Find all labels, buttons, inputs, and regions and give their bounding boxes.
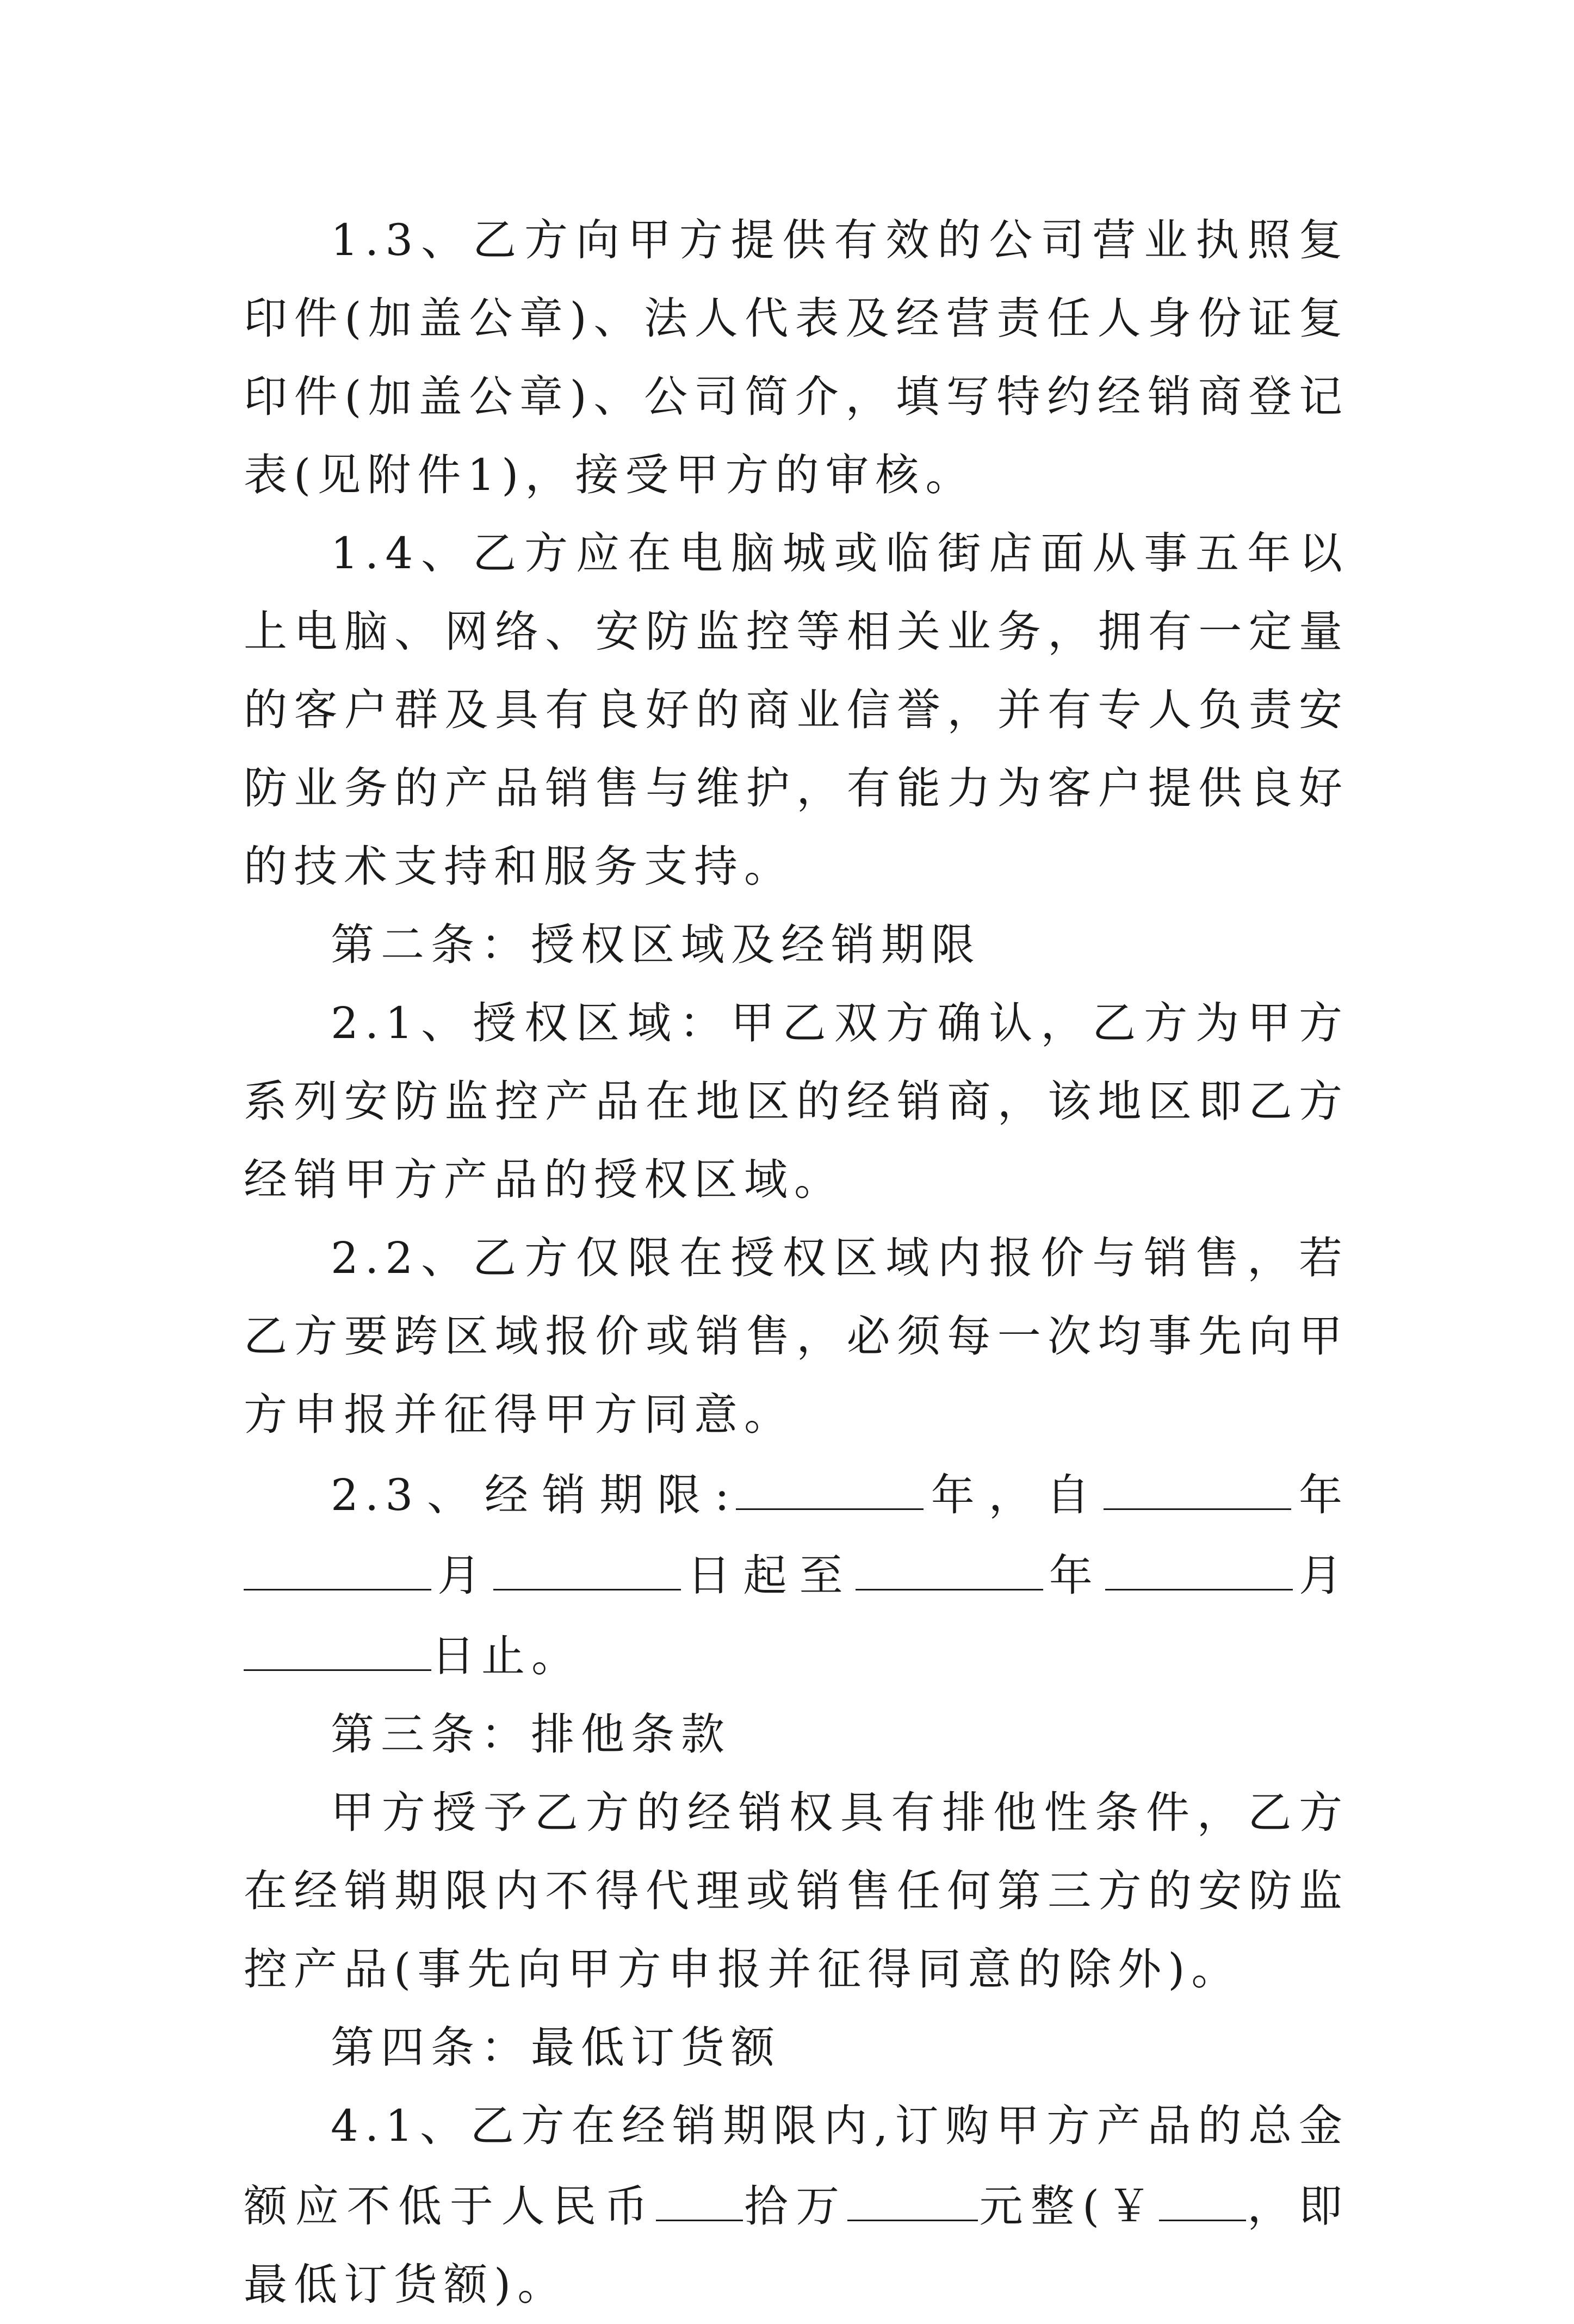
term-unit-year-2: 年 [1291,1470,1349,1520]
end-day-blank [244,1615,431,1671]
term-unit-day-2: 日止。 [431,1631,581,1681]
article-2-heading: 第二条：授权区域及经销期限 [331,919,981,970]
amount-unit-1: 拾万 [742,2181,847,2232]
amount-yuan-blank [847,2165,978,2221]
term-unit-month-2: 月 [1292,1550,1349,1601]
clause-4-1 [244,2087,1349,2324]
term-unit-day-1: 日起至 [681,1550,856,1601]
clause-2-1: 2.1、授权区域：甲乙双方确认，乙方为甲方系列安防监控产品在地区的经销商，该地区即乙方经销甲方产品的授权区域。 [244,998,1349,1205]
clause-1-4: 1.4、乙方应在电脑城或临街店面从事五年以上电脑、网络、安防监控等相关业务，拥有一定量的客户群及具有良好的商业信誉，并有专人负责安防业务的产品销售与维护，有能力为客户提供良好的技术支持和服务支持。 [244,528,1349,892]
clause-1-3: 1.3、乙方向甲方提供有效的公司营业执照复印件(加盖公章)、法人代表及经营责任人身份证复印件(加盖公章)、公司简介，填写特约经销商登记表(见附件1)，接受甲方的审核。 [244,215,1349,500]
term-unit-year-1: 年，自 [924,1470,1104,1520]
amount-prefix: 4.1、乙方在经销期限内,订购甲方产品的总金额应不低于人民币 [244,2101,1349,2232]
amount-suffix: ，即最低订货额)。 [244,2181,1349,2310]
article-4-heading: 第四条：最低订货额 [331,2022,781,2073]
clause-2-2: 2.2、乙方仅限在授权区域内报价与销售，若乙方要跨区域报价或销售，必须每一次均事先向甲方申报并征得甲方同意。 [244,1233,1349,1440]
clause-2-3 [244,1454,1349,1695]
start-year-blank [1104,1454,1291,1510]
term-unit-month-1: 月 [431,1550,494,1601]
amount-hundred-thousand-blank [656,2165,743,2221]
term-unit-year-3: 年 [1043,1550,1105,1601]
end-year-blank [856,1534,1043,1590]
document-body [244,201,1349,2324]
start-day-blank [493,1534,681,1590]
article-3-heading: 第三条：排他条款 [331,1709,731,1760]
amount-figure-blank [1159,2165,1246,2221]
term-prefix: 2.3、经销期限: [331,1470,736,1520]
start-month-blank [244,1534,431,1590]
term-years-blank [736,1454,924,1510]
end-month-blank [1105,1534,1293,1590]
article-3-body: 甲方授予乙方的经销权具有排他性条件，乙方在经销期限内不得代理或销售任何第三方的安防监控产品(事先向甲方申报并征得同意的除外)。 [244,1787,1349,1994]
amount-unit-2: 元整(￥ [977,2181,1159,2232]
